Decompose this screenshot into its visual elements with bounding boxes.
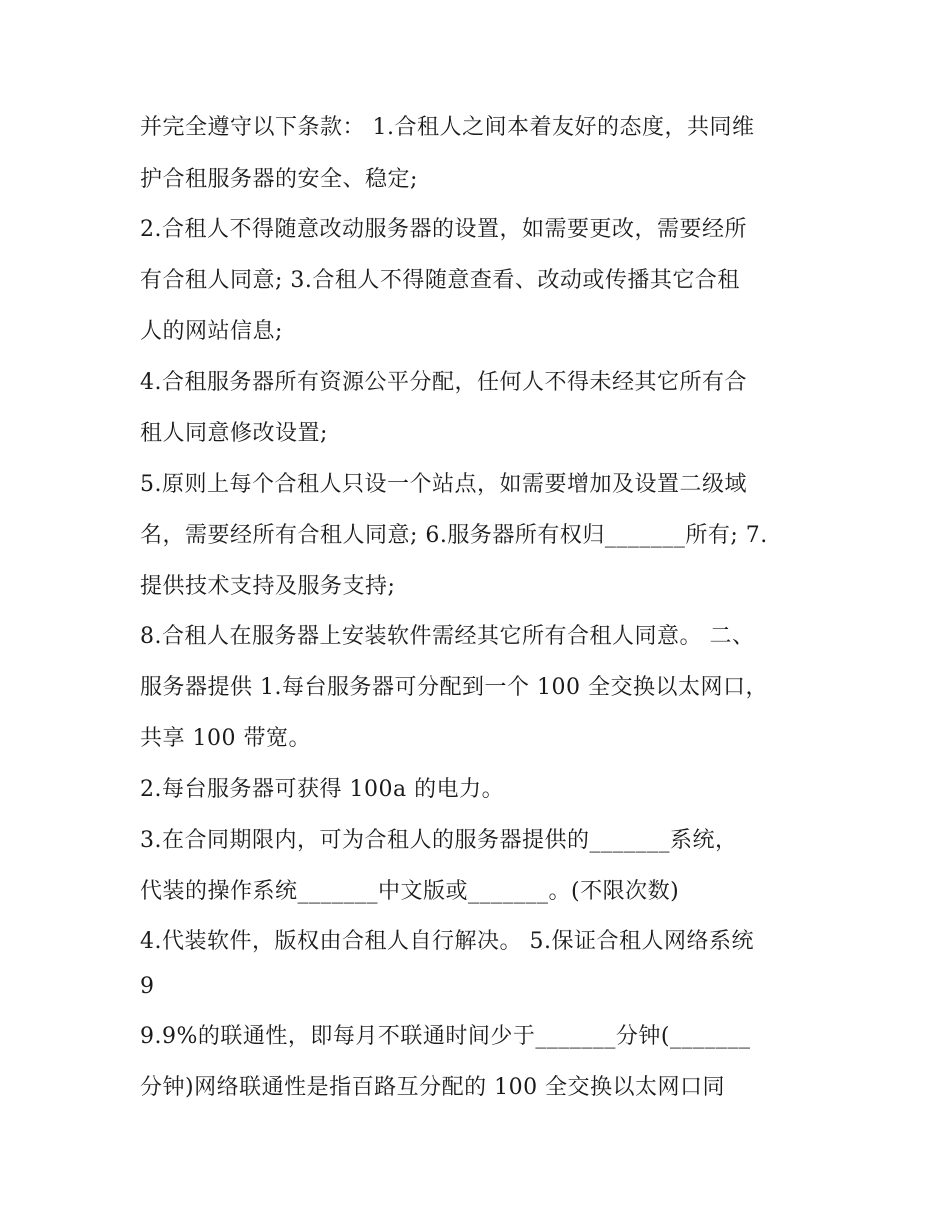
text-line: 共享 100 带宽。 — [140, 726, 311, 751]
text-line: 3.在合同期限内，可为合租人的服务器提供的_______系统， — [140, 828, 738, 853]
text-line: 租人同意修改设置; — [140, 421, 328, 446]
text-line: 2.每台服务器可获得 100a 的电力。 — [140, 777, 505, 802]
text-line: 5.原则上每个合租人只设一个站点，如需要增加及设置二级域 — [140, 472, 747, 497]
text-line: 护合租服务器的安全、稳定; — [140, 167, 418, 192]
text-line: 分钟)网络联通性是指百路互分配的 100 全交换以太网口同 — [140, 1075, 726, 1100]
text-line: 4.代装软件，版权由合租人自行解决。 5.保证合租人网络系统 — [140, 929, 754, 954]
text-line: 名，需要经所有合租人同意; 6.服务器所有权归_______所有; 7. — [140, 523, 768, 548]
text-line: 9 — [140, 974, 155, 999]
text-line: 有合租人同意; 3.合租人不得随意查看、改动或传播其它合租 — [140, 268, 740, 293]
text-line: 9.9%的联通性，即每月不联通时间少于_______分钟(_______ — [140, 1024, 751, 1049]
text-line: 代装的操作系统_______中文版或_______。(不限次数) — [140, 879, 680, 904]
text-line: 4.合租服务器所有资源公平分配，任何人不得未经其它所有合 — [140, 370, 747, 395]
text-line: 服务器提供 1.每台服务器可分配到一个 100 全交换以太网口， — [140, 675, 768, 700]
text-line: 2.合租人不得随意改动服务器的设置，如需要更改，需要经所 — [140, 217, 747, 242]
text-line: 并完全遵守以下条款： 1.合租人之间本着友好的态度，共同维 — [140, 115, 755, 140]
text-line: 8.合租人在服务器上安装软件需经其它所有合租人同意。 二、 — [140, 624, 755, 649]
text-line: 提供技术支持及服务支持; — [140, 574, 396, 599]
text-line: 人的网站信息; — [140, 319, 283, 344]
